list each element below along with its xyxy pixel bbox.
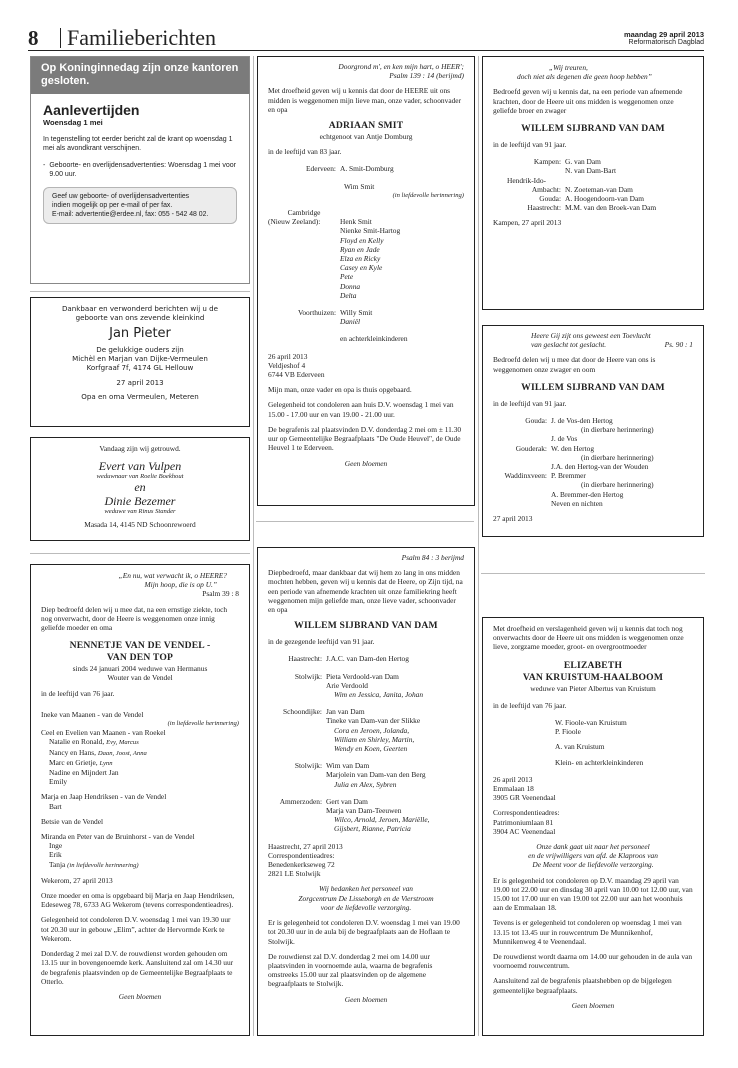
place-label: Haastrecht: xyxy=(527,203,561,213)
issue-date: maandag 29 april 2013 xyxy=(623,30,704,39)
contact-note xyxy=(43,187,237,224)
family-line: Ineke van Maanen - van de Vendel xyxy=(41,709,144,719)
row-divider xyxy=(481,573,705,574)
verse-reference: Psalm 84 : 3 berijmd xyxy=(401,553,464,562)
grandchildren: Donna xyxy=(340,281,361,291)
verse: Heere Gij zijt ons geweest een Toevlucht xyxy=(531,331,651,340)
address-line: 3905 GR Veenendaal xyxy=(493,793,556,803)
family-line: Klein- en achterkleinkinderen xyxy=(555,757,644,767)
place-label: Ammerzoden: xyxy=(279,796,322,806)
family-line: Miranda en Peter van de Bruinhorst - van de Vendel xyxy=(41,832,195,842)
bride-name: Dinie Bezemer xyxy=(104,494,176,509)
place-label: Hendrik-Ido- xyxy=(507,175,546,185)
place-label: Kampen: xyxy=(533,157,561,167)
obituary-van-kruistum xyxy=(482,617,704,1036)
family-line: J.A.C. van Dam-den Hertog xyxy=(326,654,409,664)
place-label: Cambridge xyxy=(287,208,321,218)
no-flowers: Geen bloemen xyxy=(344,458,388,468)
notice-bullet: Geboorte- en overlijdensadvertenties: Woensdag 1 mei voor 9.00 uur. xyxy=(49,162,236,178)
deceased-name: ELIZABETH xyxy=(563,659,623,671)
grandchildren: Evy, Marcus xyxy=(106,739,139,747)
grandchildren: Wilco, Arnold, Jeroen, Mariëlle, xyxy=(334,815,430,825)
deceased-name: VAN KRUISTUM-HAALBOOM xyxy=(522,671,664,683)
verse: van geslacht tot geslacht. xyxy=(531,340,607,350)
thanks-note: Wij bedanken het personeel van xyxy=(319,884,413,894)
memory-note: (in dierbare herinnering) xyxy=(581,452,654,462)
family-line: A. Bremmer-den Hertog xyxy=(551,489,624,499)
place-label: Haastrecht: xyxy=(288,654,322,664)
family-line: Jan van Dam xyxy=(326,707,365,717)
family-line: A. van Kruistum xyxy=(555,742,605,752)
and-word: en xyxy=(134,480,146,495)
family-line: Gert van Dam xyxy=(326,796,368,806)
correspondence-address: Correspondentieadres: xyxy=(268,850,335,860)
family-line: Pieta Verdoold-van Dam xyxy=(326,671,399,681)
thanks-note: De Meent voor de liefdevolle verzorging. xyxy=(532,860,654,870)
family-line: M.M. van den Broek-van Dam xyxy=(565,203,657,213)
family-line: Inge xyxy=(49,841,63,851)
family-line: Ceel en Evelien van Maanen - van Roekel xyxy=(41,728,166,738)
age-line: in de leeftijd van 76 jaar. xyxy=(41,688,115,698)
grandchildren: Daan, Joost, Anna xyxy=(97,749,147,757)
place-label: Voorthuizen: xyxy=(297,308,336,318)
family-line: W. den Hertog xyxy=(551,443,595,453)
obituary-intro: Diepbedroefd, maar dankbaar dat wij hem zo lang in ons midden mochten hebben, geven wij u kennis dat de Heere, op Zijn tijd, na een periode van afnemende krachten uit onze familiekring heeft weggenomen mijn geliefde man, onze lieve vader, schoonvader en opa xyxy=(268,568,463,615)
memory-note: (in dierbare herinnering) xyxy=(581,480,654,490)
funeral-info: De begrafenis zal plaatsvinden D.V. donderdag 2 mei om ± 11.30 uur op Gemeentelijke Begraafplaats "De Oude Heuvel", de Oude Heuvel 1 te Ederveen. xyxy=(268,424,462,453)
row-divider xyxy=(256,521,474,522)
grandchildren: Floyd en Kelly xyxy=(340,235,384,245)
correspondence-address: Benedenkerkseweg 72 xyxy=(268,860,335,870)
verse-reference: Psalm 39 : 8 xyxy=(202,589,239,599)
family-line: Natalie en Ronald, xyxy=(49,737,105,747)
note-line: indien mogelijk op per e-mail of per fax. xyxy=(52,202,173,209)
place-label: Stolwijk: xyxy=(294,671,322,681)
no-flowers: Geen bloemen xyxy=(118,991,162,1001)
row-divider xyxy=(30,553,250,554)
grandchildren: Lynn xyxy=(99,759,113,767)
place-label: Gouda: xyxy=(525,416,547,426)
no-flowers: Geen bloemen xyxy=(344,994,388,1004)
place-label: Stolwijk: xyxy=(294,761,322,771)
place-date: Wekerom, 27 april 2013 xyxy=(41,875,113,885)
correspondence-address: Correspondentieadres: xyxy=(493,808,560,818)
grandchildren: Wim en Jessica, Janita, Johan xyxy=(334,690,424,700)
birth-announcement xyxy=(30,297,250,427)
funeral-info: Aansluitend zal de begrafenis plaatshebben op de bijgelegen gemeentelijke begraafplaats. xyxy=(493,976,672,995)
note-email-fax: E-mail: advertentie@erdee.nl, fax: 055 - 542 48 02. xyxy=(52,211,209,218)
family-line: Marc en Grietje, xyxy=(49,757,98,767)
family-line: en achterkleinkinderen xyxy=(340,334,408,344)
family-line: J. de Vos xyxy=(551,434,578,444)
address-line: Emmalaan 18 xyxy=(493,784,534,794)
family-line: N. Zoeteman-van Dam xyxy=(565,184,633,194)
row-divider xyxy=(30,291,250,292)
funeral-info: Donderdag 2 mei zal D.V. de rouwdienst worden gehouden om 13.15 uur in bovengenoemde kerk. Aansluitend zal om 14.30 uur de begrafenis plaatsvinden op de Gemeentelijke Begraafplaats te Otterlo. xyxy=(41,949,234,986)
family-line: A. Smit-Domburg xyxy=(340,164,394,174)
place-label: Ambacht: xyxy=(531,184,561,194)
note-line: Geef uw geboorte- of overlijdensadvertenties xyxy=(52,193,190,200)
obituary-intro: Bedroefd geven wij u kennis dat, na een periode van afnemende krachten, door de Heere uit ons midden is weggenomen onze geliefde broer en zwager xyxy=(493,87,683,115)
grandchildren: Daniël xyxy=(340,317,361,327)
condolence-info: Gelegenheid tot condoleren aan huis D.V. woensdag 1 mei van 15.00 - 17.00 uur en van 19.00 - 21.00 uur. xyxy=(268,400,454,419)
deceased-name: WILLEM SIJBRAND VAN DAM xyxy=(521,381,665,393)
family-line: Erik xyxy=(49,850,62,860)
grandchildren: Gijsbert, Rianne, Patricia xyxy=(334,824,411,834)
age-line: in de leeftijd van 76 jaar. xyxy=(493,700,567,710)
place-label: Waddinxveen: xyxy=(504,471,547,481)
place-label: Ederveen: xyxy=(306,164,336,174)
widow-note: Wouter van de Vendel xyxy=(107,673,173,683)
wedding-announcement xyxy=(30,437,250,541)
parents-line: De gelukkige ouders zijn xyxy=(96,344,184,354)
family-line: Bart xyxy=(49,801,62,811)
grandchildren: Julia en Alex, Sybren xyxy=(334,779,397,789)
header-divider xyxy=(60,28,61,48)
obituary-van-dam-family xyxy=(257,547,475,1036)
wedding-address: Masada 14, 4145 ND Schoonrewoerd xyxy=(84,520,196,530)
deceased-name: ADRIAAN SMIT xyxy=(328,120,404,132)
family-line: Arie Verdoold xyxy=(326,680,368,690)
birth-date: 27 april 2013 xyxy=(116,378,164,388)
family-line: Tineke van Dam-van der Slikke xyxy=(326,716,421,726)
notice-title: Aanlevertijden xyxy=(43,102,140,118)
thanks-note: Onze dank gaat uit naar het personeel xyxy=(536,842,650,852)
condolence-info: Er is gelegenheid tot condoleren op D.V. maandag 29 april van 19.00 tot 22.00 uur en dinsdag 30 april van 10.00 tot 12.00 uur, van 15.00 tot 17.00 uur en van 19.00 tot 22.00 uur aan het woonhuis aan de Emmalaan 18. xyxy=(493,875,693,913)
grandchildren: Pete xyxy=(340,272,354,282)
deceased-name: WILLEM SIJBRAND VAN DAM xyxy=(521,123,665,135)
grandchildren: Delta xyxy=(340,290,357,300)
obituary-intro: Met droefheid geven wij u kennis dat door de HEERE uit ons midden is weggenomen mijn lieve man, onze vader, schoonvader en opa xyxy=(268,86,462,114)
notice-body: In tegenstelling tot eerder bericht zal de krant op woensdag 1 mei als avondkrant verschijnen. xyxy=(43,136,233,152)
notice-subtitle: Woensdag 1 mei xyxy=(43,118,103,127)
memory-note: (in dierbare herinnering) xyxy=(581,425,654,435)
family-line: Henk Smit xyxy=(340,217,372,227)
service-info: De rouwdienst wordt daarna om 14.00 uur gehouden in de aula van voornoemd rouwcentrum. xyxy=(493,952,693,971)
memory-note: (in liefdevolle herinnering) xyxy=(67,861,139,869)
family-line: Nadine en Mijndert Jan xyxy=(49,768,119,778)
bride-sub: weduwe van Rinus Stander xyxy=(104,508,176,516)
wedding-intro: Vandaag zijn wij getrouwd. xyxy=(99,444,181,453)
grandchildren: Wendy en Koen, Geerten xyxy=(334,744,408,754)
laid-out-info: Mijn man, onze vader en opa is thuis opgebaard. xyxy=(268,385,412,395)
address-line: 26 april 2013 xyxy=(268,351,308,361)
obituary-intro: Diep bedroefd delen wij u mee dat, na een ernstige ziekte, toch nog onverwacht, door de Heere is weggenomen onze innig geliefde moeder en oma xyxy=(41,604,228,633)
deceased-name: VAN DEN TOP xyxy=(106,652,174,664)
family-line: Marja van Dam-Teeuwen xyxy=(326,806,402,816)
family-line: G. van Dam xyxy=(565,157,601,167)
obituary-intro: Met droefheid en verslagenheid geven wij u kennis dat toch nog onverwachts door de Heere uit ons midden is weggenomen onze lieve, zorgzame moeder, groot- en overgrootmoeder xyxy=(493,624,684,652)
laid-out-info: Onze moeder en oma is opgebaard bij Marja en Jaap Hendriksen, Edeseweg 78, 6733 AG Wekerom (tevens correspondentieadres). xyxy=(41,891,235,910)
spouse-note: echtgenoot van Antje Domburg xyxy=(319,132,413,142)
family-line: Marjolein van Dam-van den Berg xyxy=(326,770,426,780)
parents-address: Korfgraaf 7f, 4174 GL Hellouw xyxy=(86,363,194,373)
header-rule xyxy=(28,50,704,51)
family-line: Nancy en Hans, xyxy=(49,747,96,757)
place-label: (Nieuw Zeeland): xyxy=(268,217,321,227)
verse: Mijn hoop, die is op U.” xyxy=(144,580,217,590)
deceased-name: WILLEM SIJBRAND VAN DAM xyxy=(294,620,438,632)
place-label: Schoondijke: xyxy=(282,707,322,717)
obituary-van-de-vendel xyxy=(30,564,250,1036)
holiday-notice: Op Koninginnedag zijn onze kantoren gesloten. Aanlevertijden Woensdag 1 mei In tegenstelling tot eerder bericht zal de krant op woensdag 1 mei als avondkrant verschijnen. - Geboorte- en overlijdensadvertenties: Woensdag 1 mei voor 9.00 uur. Geef uw geboorte- of overlijdensadvertenties indien mogelijk op per e-mail of per fax. E-mail: advertentie@erdee.nl, fax: 055 - 542 48 02. xyxy=(30,56,250,284)
parents-names: Michèl en Marjan van Dijke-Vermeulen xyxy=(72,353,208,363)
baby-name: Jan Pieter xyxy=(109,325,171,341)
condolence-info: Tevens is er gelegenheid tot condoleren op woensdag 1 mei van 13.15 tot 13.45 uur in rouwcentrum De Munnikenhof, Munnikenweg 4 te Veenendaal. xyxy=(493,918,682,946)
family-line: Wim van Dam xyxy=(326,761,370,771)
family-line: Emily xyxy=(49,777,68,787)
grandchildren: Casey en Kyle xyxy=(340,263,383,273)
place-label: Gouderak: xyxy=(515,443,547,453)
family-line: Nienke Smit-Hartog xyxy=(340,226,401,236)
age-line: in de leeftijd van 91 jaar. xyxy=(493,398,567,408)
thanks-note: voor de liefdevolle verzorging. xyxy=(320,902,412,912)
place-label: Gouda: xyxy=(539,194,561,204)
place-date: Kampen, 27 april 2013 xyxy=(493,218,562,228)
grandchildren: William en Shirley, Martin, xyxy=(334,734,415,744)
deceased-name: NENNETJE VAN DE VENDEL - xyxy=(69,640,211,652)
correspondence-address: Patrimoniumlaan 81 xyxy=(493,817,554,827)
memory-note: (in liefdevolle herinnering) xyxy=(392,191,464,199)
newspaper-name: Reformatorisch Dagblad xyxy=(628,39,704,46)
address-line: 26 april 2013 xyxy=(493,774,533,784)
age-line: in de leeftijd van 91 jaar. xyxy=(493,140,567,150)
grandchildren: Elza en Ricky xyxy=(340,254,381,264)
family-line: Marja en Jaap Hendriksen - van de Vendel xyxy=(41,792,167,802)
column-divider xyxy=(478,56,479,1036)
correspondence-address: 2821 LE Stolwijk xyxy=(268,869,321,879)
correspondence-address: 3904 AC Veenendaal xyxy=(493,826,556,836)
obituary-van-dam-in-laws xyxy=(482,325,704,537)
groom-name: Evert van Vulpen xyxy=(98,459,182,474)
verse: „En nu, wat verwacht ik, o HEERE? xyxy=(118,571,227,580)
family-line: A. Hoogendoorn-van Dam xyxy=(565,194,645,204)
age-line: in de leeftijd van 83 jaar. xyxy=(268,147,342,157)
obituary-smit xyxy=(257,56,475,506)
condolence-info: Er is gelegenheid tot condoleren D.V. woensdag 1 mei van 19.00 tot 20.30 uur in de aula bij de begraafplaats aan de Hoflaan te Stolwijk. xyxy=(268,918,460,946)
family-line: W. Fioole-van Kruistum xyxy=(555,718,627,728)
family-line: P. Fioole xyxy=(555,727,581,737)
memory-note: (in liefdevolle herinnering) xyxy=(167,720,239,728)
column-divider xyxy=(253,56,254,1036)
family-line: Willy Smit xyxy=(340,308,373,318)
family-line: Betsie van de Vendel xyxy=(41,816,104,826)
condolence-info: Gelegenheid tot condoleren D.V. woensdag 1 mei van 19.30 uur tot 20.30 uur in gebouw „Elim”, achter de Hervormde Kerk te Wekerom. xyxy=(41,915,231,943)
widow-note: weduwe van Pieter Albertus van Kruistum xyxy=(530,683,656,693)
place-date: 27 april 2013 xyxy=(493,514,533,524)
family-line: J.A. den Hertog-van der Wouden xyxy=(551,462,649,472)
obituary-van-dam-siblings xyxy=(482,56,704,310)
family-line: J. de Vos-den Hertog xyxy=(551,416,613,426)
grandchildren: Ryan en Jade xyxy=(340,244,380,254)
family-line: Neven en nichten xyxy=(551,498,603,508)
address-line: Veldjeshof 4 xyxy=(268,360,306,370)
verse-reference: Ps. 90 : 1 xyxy=(664,340,693,350)
no-flowers: Geen bloemen xyxy=(571,1000,615,1010)
family-line: Tanja xyxy=(49,859,66,869)
birth-intro: Dankbaar en verwonderd berichten wij u de xyxy=(61,304,219,313)
funeral-info: De rouwdienst zal D.V. donderdag 2 mei om 14.00 uur plaatsvinden in voornoemde aula, waarna de begrafenis omstreeks 15.00 uur zal plaatsvinden op de algemene begraafplaats te Stolwijk. xyxy=(268,951,433,989)
obituary-intro: Bedroefd delen wij u mee dat door de Heere van ons is weggenomen onze zwager en oom xyxy=(493,355,656,374)
grandparents: Opa en oma Vermeulen, Meteren xyxy=(81,391,199,401)
verse: doch niet als degenen die geen hoop hebben” xyxy=(517,72,652,82)
notice-banner: Op Koninginnedag zijn onze kantoren gesloten. xyxy=(31,57,249,94)
family-line: N. van Dam-Bart xyxy=(565,166,617,176)
family-line: P. Bremmer xyxy=(551,471,586,481)
section-title: Familieberichten xyxy=(67,25,217,50)
birth-intro: geboorte van ons zevende kleinkind xyxy=(75,313,205,323)
age-line: in de gezegende leeftijd van 91 jaar. xyxy=(268,637,375,647)
verse: Doorgrond m', en ken mijn hart, o HEER'; xyxy=(338,62,464,71)
thanks-note: Zorgcentrum De Lisseborgh en de Vierstroom xyxy=(298,893,434,903)
verse: „Wij treuren, xyxy=(549,63,588,72)
place-date: Haastrecht, 27 april 2013 xyxy=(268,841,343,851)
verse-reference: Psalm 139 : 14 (berijmd) xyxy=(389,71,464,81)
groom-sub: weduwnaar van Roelie Boekhout xyxy=(96,473,184,481)
page-number: 8 xyxy=(28,26,39,50)
address-line: 6744 VB Ederveen xyxy=(268,370,325,380)
family-line: Wim Smit xyxy=(344,181,375,191)
grandchildren: Cora en Jeroen, Jolanda, xyxy=(334,725,410,735)
widow-note: sinds 24 januari 2004 weduwe van Hermanus xyxy=(72,664,208,674)
thanks-note: en de vrijwilligers van afd. de Klaproos van xyxy=(528,851,658,861)
